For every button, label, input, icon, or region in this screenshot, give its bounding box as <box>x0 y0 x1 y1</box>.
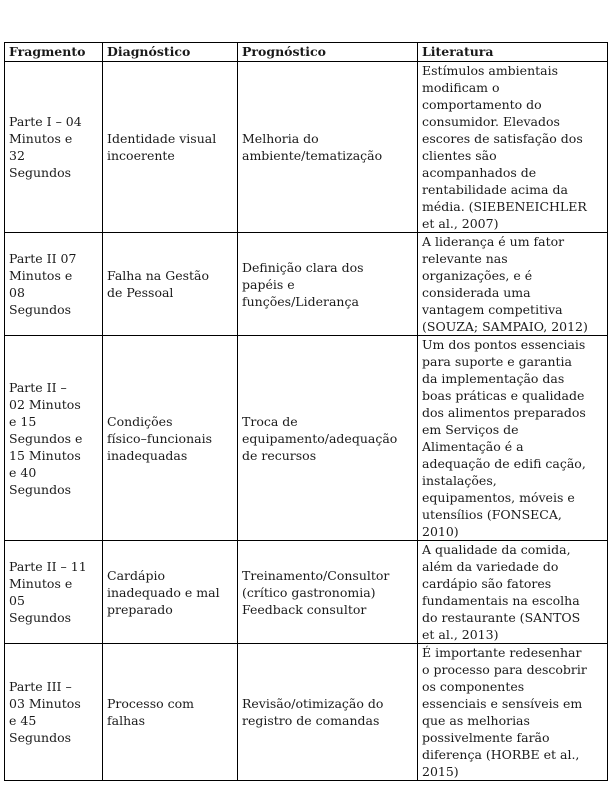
cell-diagnostico: Cardápio inadequado e mal preparado <box>103 541 238 644</box>
table-row <box>5 336 608 541</box>
cell-diagnostico: Processo com falhas <box>103 644 238 781</box>
cell-fragmento: Parte II 07 Minutos e 08 Segundos <box>5 233 103 336</box>
table-row <box>5 541 608 644</box>
cell-fragmento: Parte II – 02 Minutos e 15 Segundos e 15 Minutos e 40 Segundos <box>5 336 103 541</box>
header-fragmento: Fragmento <box>5 43 103 62</box>
cell-fragmento: Parte III – 03 Minutos e 45 Segundos <box>5 644 103 781</box>
header-literatura: Literatura <box>418 43 608 62</box>
cell-literatura: Um dos pontos essenciais para suporte e garantia da implementação das boas práticas e qualidade dos alimentos preparados em Serviços de Alimentação é a adequação de edifi cação, instalações, equipamentos, móveis e utensílios (FONSECA, 2010) <box>418 336 608 541</box>
table-header-row <box>5 43 608 62</box>
cell-diagnostico: Condições físico–funcionais inadequadas <box>103 336 238 541</box>
cell-prognostico: Treinamento/Consultor (crítico gastronomia) Feedback consultor <box>238 541 418 644</box>
cell-literatura: Estímulos ambientais modificam o comportamento do consumidor. Elevados escores de satisfação dos clientes são acompanhados de rentabilidade acima da média. (SIEBENEICHLER et al., 2007) <box>418 62 608 233</box>
cell-prognostico: Troca de equipamento/adequação de recursos <box>238 336 418 541</box>
table-row <box>5 62 608 233</box>
cell-prognostico: Definição clara dos papéis e funções/Liderança <box>238 233 418 336</box>
cell-fragmento: Parte I – 04 Minutos e 32 Segundos <box>5 62 103 233</box>
header-prognostico: Prognóstico <box>238 43 418 62</box>
cell-diagnostico: Identidade visual incoerente <box>103 62 238 233</box>
cell-literatura: A qualidade da comida, além da variedade do cardápio são fatores fundamentais na escolha do restaurante (SANTOS et al., 2013) <box>418 541 608 644</box>
cell-literatura: É importante redesenhar o processo para descobrir os componentes essenciais e sensíveis em que as melhorias possivelmente farão diferença (HORBE et al., 2015) <box>418 644 608 781</box>
analysis-table <box>4 42 608 781</box>
cell-fragmento: Parte II – 11 Minutos e 05 Segundos <box>5 541 103 644</box>
cell-literatura: A liderança é um fator relevante nas organizações, e é considerada uma vantagem competitiva (SOUZA; SAMPAIO, 2012) <box>418 233 608 336</box>
cell-diagnostico: Falha na Gestão de Pessoal <box>103 233 238 336</box>
header-diagnostico: Diagnóstico <box>103 43 238 62</box>
table-row <box>5 233 608 336</box>
cell-prognostico: Melhoria do ambiente/tematização <box>238 62 418 233</box>
table-row <box>5 644 608 781</box>
cell-prognostico: Revisão/otimização do registro de comandas <box>238 644 418 781</box>
